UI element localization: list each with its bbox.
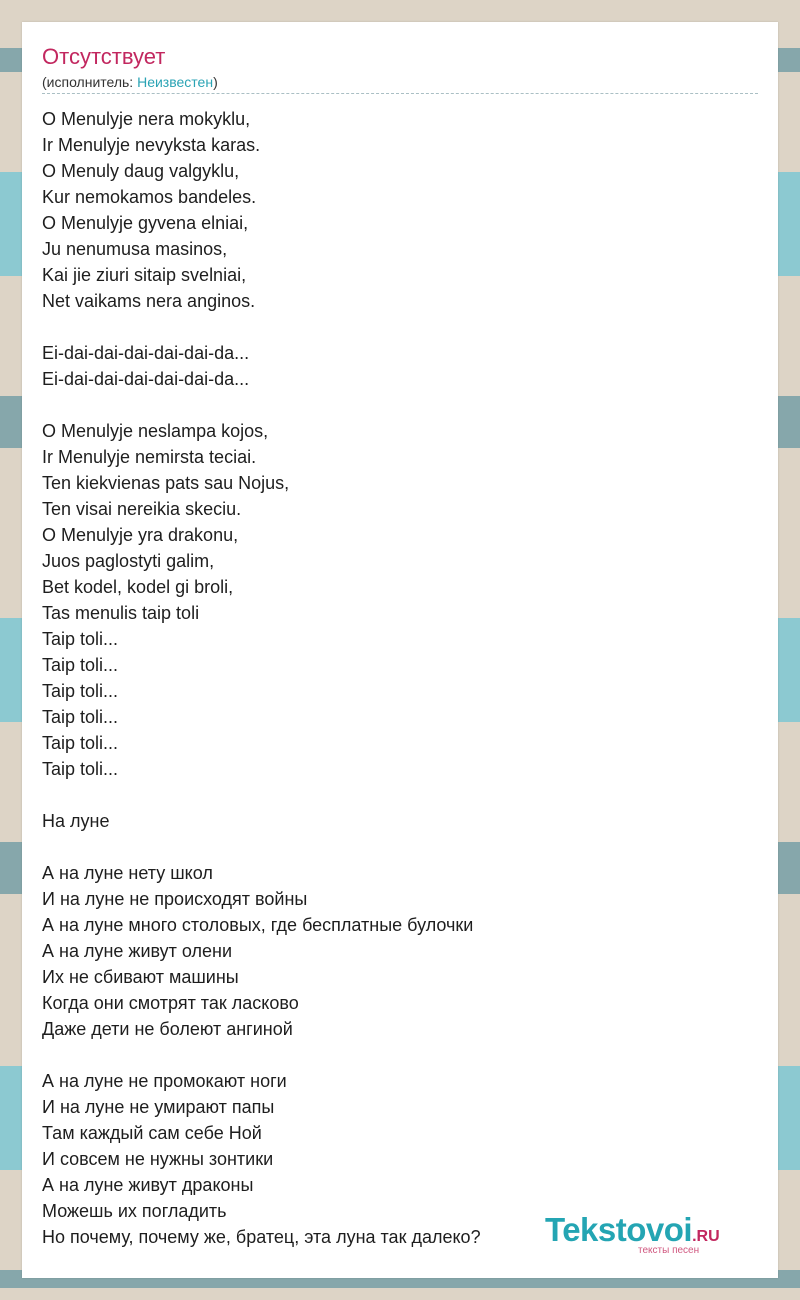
performer-prefix: (исполнитель:	[42, 74, 138, 90]
lyrics-line: O Menulyje gyvena elniai,	[42, 213, 249, 233]
lyrics-line: O Menulyje nera mokyklu,	[42, 109, 251, 129]
lyrics-line: Taip toli...	[42, 733, 119, 753]
lyrics-line: Ir Menulyje nemirsta teciai.	[42, 447, 257, 467]
lyrics-line: А на луне не промокают ноги	[42, 1071, 287, 1091]
lyrics-line: Taip toli...	[42, 655, 119, 675]
lyrics-line: O Menulyje neslampa kojos,	[42, 421, 269, 441]
lyrics-line	[42, 314, 758, 340]
lyrics-line: И на луне не происходят войны	[42, 889, 308, 909]
lyrics-line: Kai jie ziuri sitaip svelniai,	[42, 265, 247, 285]
lyrics-line: Tas menulis taip toli	[42, 603, 200, 623]
background-stripe	[0, 1288, 800, 1300]
performer-suffix: )	[213, 74, 218, 90]
lyrics-line: А на луне нету школ	[42, 863, 213, 883]
lyrics-line: Ju nenumusa masinos,	[42, 239, 228, 259]
lyrics-line: O Menuly daug valgyklu,	[42, 161, 240, 181]
lyrics-line: Taip toli...	[42, 681, 119, 701]
lyrics-line: Ten kiekvienas pats sau Nojus,	[42, 473, 290, 493]
lyrics-line: Taip toli...	[42, 629, 119, 649]
lyrics-line: O Menulyje yra drakonu,	[42, 525, 239, 545]
lyrics-line: Можешь их погладить	[42, 1201, 227, 1221]
lyrics-line: Их не сбивают машины	[42, 967, 239, 987]
lyrics-line: Ten visai nereikia skeciu.	[42, 499, 242, 519]
lyrics-line: А на луне много столовых, где бесплатные булочки	[42, 915, 474, 935]
lyrics-line	[42, 834, 758, 860]
logo-tagline: тексты песен	[638, 1245, 700, 1256]
lyrics-line: Ei-dai-dai-dai-dai-dai-da...	[42, 369, 250, 389]
lyrics-line: Taip toli...	[42, 759, 119, 779]
lyrics-line: Когда они смотрят так ласково	[42, 993, 299, 1013]
lyrics-card	[22, 22, 778, 1278]
lyrics-line: Net vaikams nera anginos.	[42, 291, 256, 311]
lyrics-line: Taip toli...	[42, 707, 119, 727]
title-divider	[42, 93, 758, 94]
lyrics-text	[42, 106, 758, 1250]
lyrics-line: И на луне не умирают папы	[42, 1097, 275, 1117]
lyrics-line: И совсем не нужны зонтики	[42, 1149, 274, 1169]
logo-name: Tekstovoi	[545, 1211, 693, 1248]
lyrics-line	[42, 392, 758, 418]
lyrics-line: Даже дети не болеют ангиной	[42, 1019, 293, 1039]
lyrics-line: А на луне живут олени	[42, 941, 233, 961]
lyrics-line: Но почему, почему же, братец, эта луна так далеко?	[42, 1227, 481, 1247]
lyrics-line: Ei-dai-dai-dai-dai-dai-da...	[42, 343, 250, 363]
song-title: Отсутствует	[42, 44, 166, 69]
lyrics-line: А на луне живут драконы	[42, 1175, 254, 1195]
lyrics-line: Bet kodel, kodel gi broli,	[42, 577, 234, 597]
logo-tld: .RU	[692, 1228, 720, 1245]
tekstovoi-logo[interactable]	[545, 1210, 755, 1256]
performer-line	[42, 74, 218, 90]
lyrics-line: На луне	[42, 811, 110, 831]
lyrics-line	[42, 1042, 758, 1068]
performer-link[interactable]: Неизвестен	[137, 74, 214, 90]
lyrics-line: Там каждый сам себе Ной	[42, 1123, 262, 1143]
lyrics-line: Ir Menulyje nevyksta karas.	[42, 135, 261, 155]
lyrics-line: Kur nemokamos bandeles.	[42, 187, 257, 207]
lyrics-line	[42, 782, 758, 808]
lyrics-line: Juos paglostyti galim,	[42, 551, 215, 571]
